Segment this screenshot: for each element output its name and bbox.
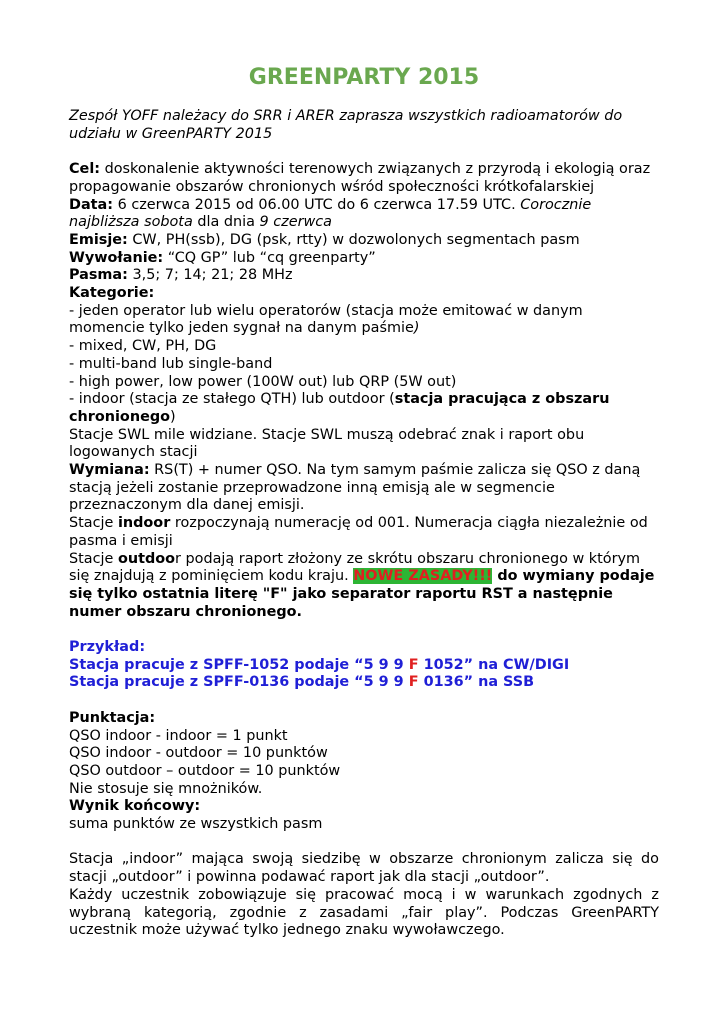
emission-text: CW, PH(ssb), DG (psk, rtty) w dozwolonych segmentach pasm (127, 231, 580, 248)
example-separator: F (408, 674, 419, 691)
exchange-paragraph (69, 462, 659, 515)
category-item (69, 391, 659, 426)
category-item: - multi-band lub single-band (69, 355, 273, 372)
bands-text: 3,5; 7; 14; 21; 28 MHz (127, 267, 293, 284)
result-text: suma punktów ze wszystkich pasm (69, 816, 323, 833)
score-item: QSO indoor - indoor = 1 punkt (69, 727, 288, 744)
outdoor-bold: outdoo (117, 550, 176, 567)
outdoor-start: Stacje (69, 550, 118, 567)
call-paragraph (69, 250, 659, 268)
category-text-end: ) (170, 408, 176, 425)
example-line-1 (69, 657, 659, 675)
document-body (69, 64, 659, 940)
call-text: “CQ GP” lub “cq greenparty” (163, 249, 376, 266)
swl-paragraph: Stacje SWL mile widziane. Stacje SWL muszą odebrać znak i raport obu logowanych stacji (69, 426, 585, 461)
bands-paragraph (69, 267, 659, 285)
category-item (69, 303, 659, 338)
indoor-end: rozpoczynają numerację od 001. Numeracja ciągła niezależnie od pasma i emisji (69, 515, 648, 549)
date-note-2: 9 czerwca (259, 214, 332, 231)
example-text-end: 1052” na CW/DIGI (418, 656, 570, 673)
new-rules-badge: NOWE ZASADY!!! (353, 568, 493, 585)
indoor-bold: indoor (117, 515, 171, 532)
bands-label: Pasma: (69, 267, 128, 284)
date-note-1: Corocznie najbliższa sobota (69, 196, 592, 231)
category-text: - indoor (stacja ze stałego QTH) lub outdoor ( (69, 391, 395, 408)
result-label: Wynik końcowy: (69, 798, 201, 815)
score-item: QSO outdoor – outdoor = 10 punktów (69, 762, 341, 779)
score-note: Nie stosuje się mnożników. (69, 780, 263, 797)
new-rules-text: do wymiany podaje się tylko ostatnia literę "F" jako separator raportu RST a następnie numer obszaru chronionego. (69, 568, 655, 620)
spacer (69, 692, 659, 710)
spacer (69, 621, 659, 639)
goal-paragraph (69, 161, 659, 196)
category-item: - mixed, CW, PH, DG (69, 338, 217, 355)
date-label: Data: (69, 196, 114, 213)
spacer (69, 834, 659, 852)
indoor-paragraph (69, 515, 659, 550)
indoor-start: Stacje (69, 515, 118, 532)
category-bold: stacja pracująca z obszaru chronionego (69, 391, 610, 425)
exchange-label: Wymiana: (69, 462, 150, 479)
outdoor-paragraph (69, 551, 659, 622)
example-label: Przykład: (69, 639, 146, 656)
emission-paragraph (69, 232, 659, 250)
example-separator: F (408, 656, 419, 673)
exchange-text: RS(T) + numer QSO. Na tym samym paśmie zalicza się QSO z daną stacją jeżeli zostanie przeprowadzone inną emisją ale w segmencie przeznaczonym dla danej emisji. (69, 462, 641, 514)
final-paragraph-1: Stacja „indoor” mająca swoją siedzibę w obszarze chronionym zalicza się do stacji „outdoor” i powinna podawać raport jak dla stacji „outdoor”. (69, 851, 659, 886)
spacer (69, 143, 659, 161)
example-text: Stacja pracuje z SPFF-1052 podaje “5 9 9 (69, 656, 409, 673)
date-middle: dla dnia (192, 214, 260, 231)
goal-label: Cel: (69, 161, 101, 178)
call-label: Wywołanie: (69, 249, 164, 266)
scoring-label: Punktacja: (69, 709, 156, 726)
goal-text: doskonalenie aktywności terenowych związanych z przyrodą i ekologią oraz propagowanie obszarów chronionych wśród społeczności krótkofalarskiej (69, 161, 651, 195)
date-paragraph (69, 197, 659, 232)
outdoor-end: r podają raport złożony ze skrótu obszaru chronionego w którym się znajdują z pominięciem kodu kraju. (69, 550, 641, 585)
emission-label: Emisje: (69, 231, 128, 248)
category-text-end: ) (413, 320, 420, 337)
example-text-end: 0136” na SSB (418, 674, 535, 691)
example-text: Stacja pracuje z SPFF-0136 podaje “5 9 9 (69, 674, 409, 691)
date-text: 6 czerwca 2015 od 06.00 UTC do 6 czerwca 17.59 UTC. (113, 196, 521, 213)
page-title: GREENPARTY 2015 (248, 65, 480, 90)
categories-label: Kategorie: (69, 285, 155, 302)
category-item: - high power, low power (100W out) lub QRP (5W out) (69, 373, 457, 390)
intro-paragraph: Zespół YOFF należacy do SRR i ARER zaprasza wszystkich radioamatorów do udziału w GreenPARTY 2015 (69, 108, 623, 142)
example-line-2 (69, 674, 659, 692)
score-item: QSO indoor - outdoor = 10 punktów (69, 745, 328, 762)
final-paragraph-2: Każdy uczestnik zobowiązuje się pracować mocą i w warunkach zgodnych z wybraną kategorią, zgodnie z zasadami „fair play”. Podczas GreenPARTY uczestnik może używać tylko jednego znaku wywoławczego. (69, 886, 659, 939)
category-text: - jeden operator lub wielu operatorów (stacja może emitować w danym momencie tylko jeden sygnał na danym paśmie (69, 302, 583, 337)
